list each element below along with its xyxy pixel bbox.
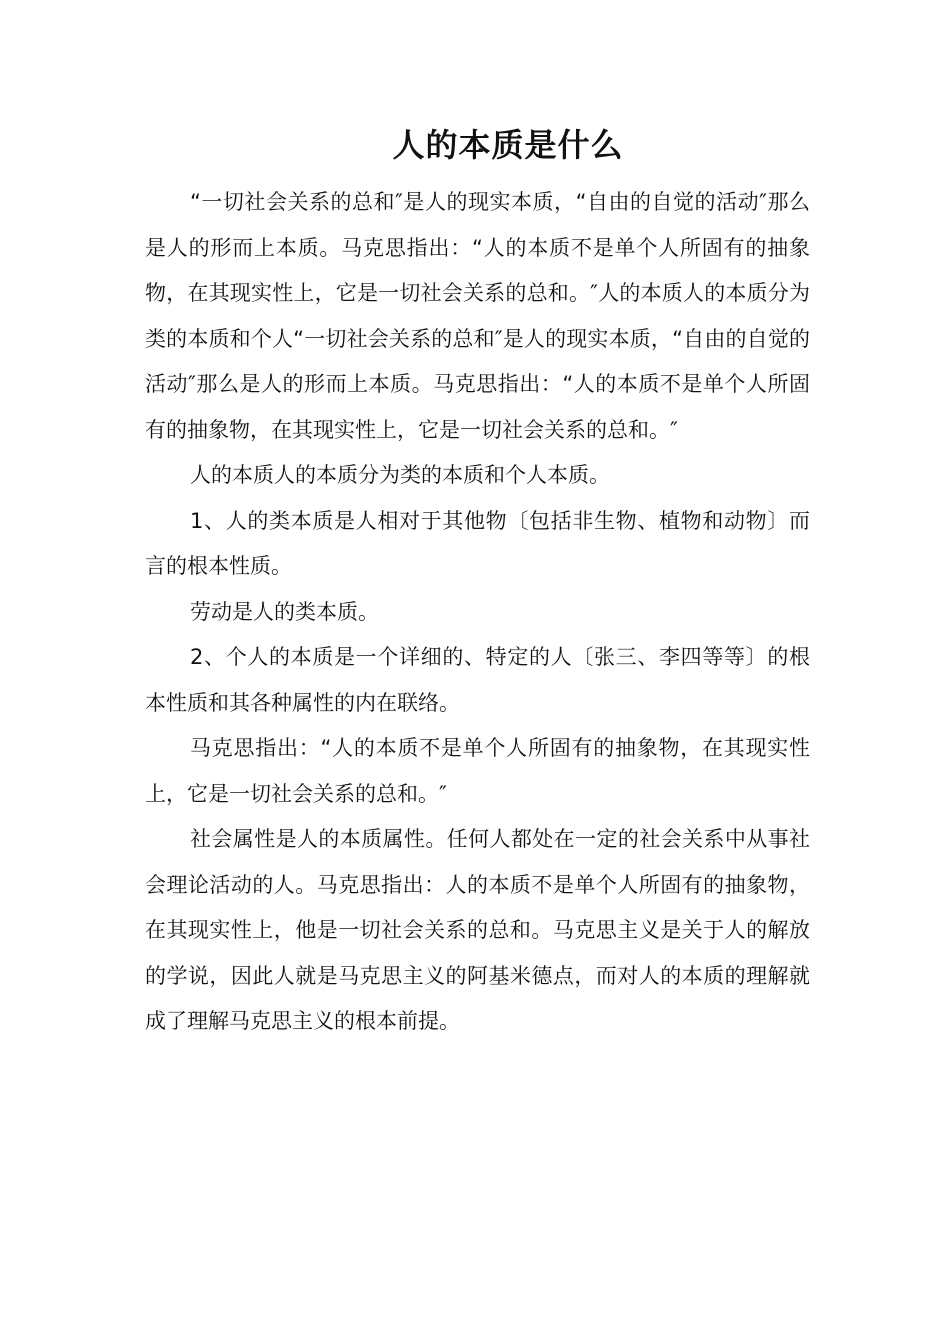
- paragraph-4: 劳动是人的类本质。: [190, 599, 379, 624]
- paragraph-1: “一切社会关系的总和″是人的现实本质，“自由的自觉的活动″那么是人的形而上本质。马克思指出：“人的本质不是单个人所固有的抽象物，在其现实性上，它是一切社会关系的总和。″人的本质人的本质分为类的本质和个人“一切社会关系的总和″是人的现实本质，“自由的自觉的活动″那么是人的形而上本质。马克思指出：“人的本质不是单个人所固有的抽象物，在其现实性上，它是一切社会关系的总和。″: [145, 190, 810, 442]
- document-body: [145, 180, 810, 1045]
- paragraph-6: 马克思指出：“人的本质不是单个人所固有的抽象物，在其现实性上，它是一切社会关系的总和。″: [145, 736, 810, 806]
- paragraph-7: 社会属性是人的本质属性。任何人都处在一定的社会关系中从事社会理论活动的人。马克思指出：人的本质不是单个人所固有的抽象物，在其现实性上，他是一切社会关系的总和。马克思主义是关于人的解放的学说，因此人就是马克思主义的阿基米德点，而对人的本质的理解就成了理解马克思主义的根本前提。: [145, 827, 810, 1033]
- paragraph-2: 人的本质人的本质分为类的本质和个人本质。: [190, 463, 610, 487]
- document-title: 人的本质是什么: [392, 126, 624, 164]
- paragraph-3: 1、人的类本质是人相对于其他物〔包括非生物、植物和动物〕而言的根本性质。: [145, 508, 810, 578]
- paragraph-5: 2、个人的本质是一个详细的、特定的人〔张三、李四等等〕的根本性质和其各种属性的内在联络。: [145, 645, 810, 715]
